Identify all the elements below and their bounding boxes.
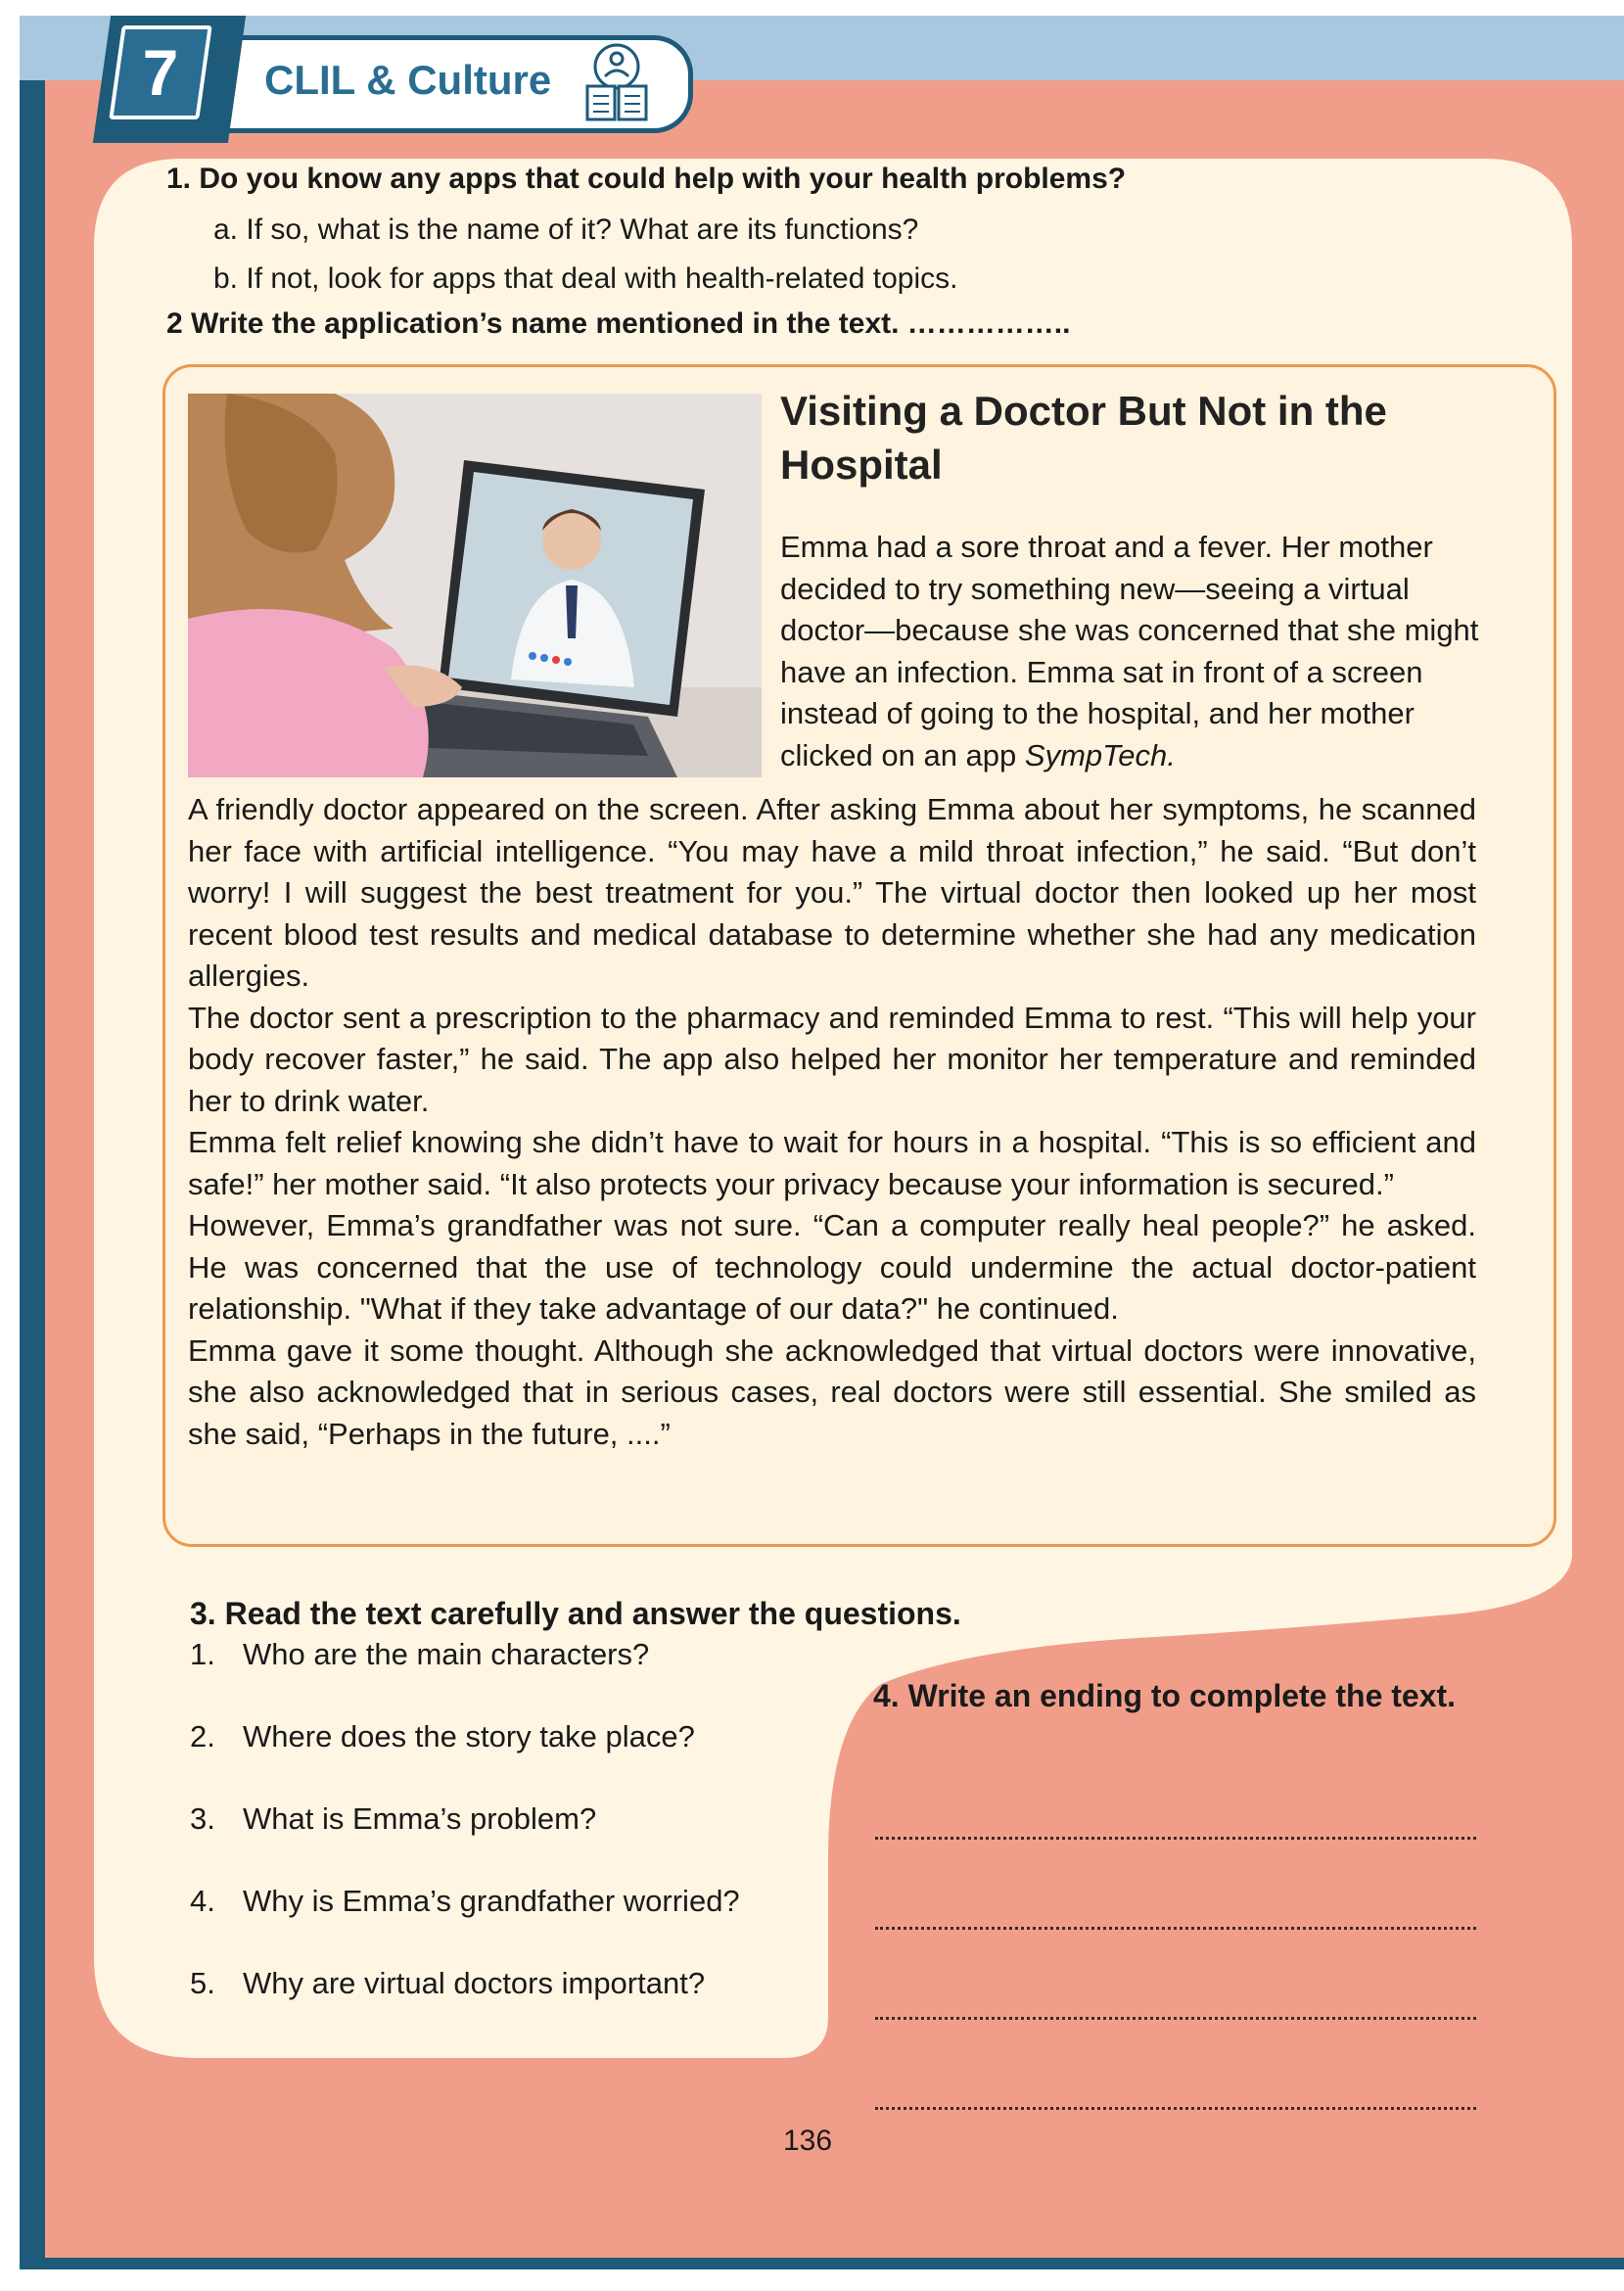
unit-number: 7 — [142, 36, 179, 109]
question-text: Who are the main characters? — [243, 1637, 650, 1671]
question-number: 3. — [190, 1801, 215, 1836]
reading-globe-icon — [580, 41, 654, 125]
answer-line[interactable] — [875, 1837, 1476, 1840]
article-paragraph: Emma felt relief knowing she didn’t have to wait for hours in a hospital. “This is so efficient and safe!” her mother said. “It also protects your privacy because your information is secured.” — [188, 1125, 1476, 1201]
question-text: Why is Emma’s grandfather worried? — [243, 1884, 740, 1918]
answer-line[interactable] — [875, 2017, 1476, 2020]
answer-line[interactable] — [875, 2107, 1476, 2110]
list-item — [190, 1637, 649, 1672]
article-intro — [780, 527, 1495, 776]
article-paragraph: A friendly doctor appeared on the screen. After asking Emma about her symptoms, he scanned her face with artificial intelligence. “You may have a mild throat infection,” he said. “But don’t worry! I will suggest the best treatment for you.” The virtual doctor then looked up her most recent blood test results and medical database to determine whether she had any medication allergies. — [188, 792, 1476, 993]
question-1: 1. Do you know any apps that could help with your health problems? — [166, 163, 1127, 195]
question-1b: b. If not, look for apps that deal with health-related topics. — [213, 262, 958, 295]
question-2: 2 Write the application’s name mentioned in the text. …………….. — [166, 307, 1071, 340]
page-number: 136 — [783, 2125, 833, 2157]
article-title: Visiting a Doctor But Not in the Hospital — [780, 388, 1387, 488]
list-item — [190, 1801, 596, 1837]
list-item — [190, 1884, 740, 1919]
app-name: SympTech. — [1024, 737, 1176, 772]
question-number: 1. — [190, 1637, 215, 1671]
question-number: 5. — [190, 1966, 215, 2000]
list-item — [190, 1966, 705, 2001]
section-title: CLIL & Culture — [264, 57, 552, 103]
section-4-title: 4. Write an ending to complete the text. — [873, 1678, 1457, 1713]
article-paragraph: The doctor sent a prescription to the pharmacy and reminded Emma to rest. “This will help your body recover faster,” he said. The app also helped her monitor her temperature and reminded her to drink water. — [188, 1000, 1476, 1118]
question-1a: a. If so, what is the name of it? What are its functions? — [213, 213, 919, 246]
unit-number-badge — [109, 25, 211, 119]
article-paragraph: However, Emma’s grandfather was not sure. “Can a computer really heal people?” he asked. He was concerned that the use of technology could undermine the actual doctor-patient relationship. "What if they take advantage of our data?" he continued. — [188, 1208, 1476, 1326]
section-3-title: 3. Read the text carefully and answer the questions. — [190, 1596, 961, 1631]
question-number: 2. — [190, 1719, 215, 1753]
woman-on-video-call-with-doctor-photo — [188, 394, 762, 777]
question-text: Why are virtual doctors important? — [243, 1966, 706, 2000]
list-item — [190, 1719, 695, 1754]
article-body — [188, 789, 1476, 1455]
answer-line[interactable] — [875, 1927, 1476, 1930]
article-intro-text: Emma had a sore throat and a fever. Her mother decided to try something new—seeing a virtual doctor—because she was concerned that she might have an infection. Emma sat in front of a screen instead of going to the hospital, and her mother clicked on an app — [780, 530, 1479, 772]
question-number: 4. — [190, 1884, 215, 1918]
question-text: Where does the story take place? — [243, 1719, 695, 1753]
article-paragraph: Emma gave it some thought. Although she acknowledged that virtual doctors were innovative, she also acknowledged that in serious cases, real doctors were still essential. She smiled as she said, “Perhaps in the future, ....” — [188, 1333, 1476, 1451]
question-text: What is Emma’s problem? — [243, 1801, 597, 1836]
